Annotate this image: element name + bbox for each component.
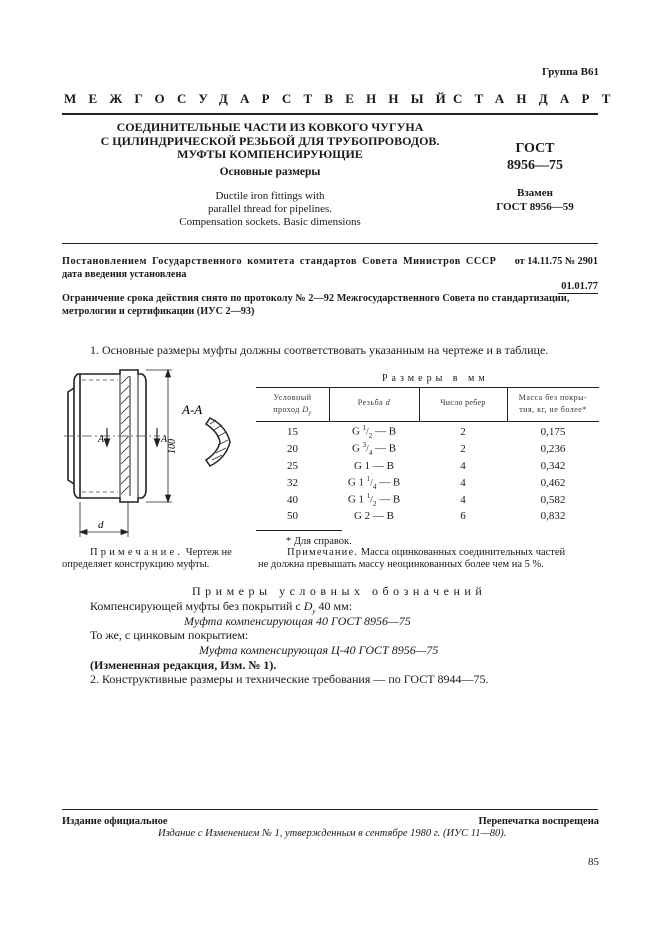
example-2-designation: Муфта компенсирующая Ц-40 ГОСТ 8956—75	[199, 643, 439, 657]
thread-fraction-num: 1	[366, 474, 371, 483]
paragraph-2: 2. Конструктивные размеры и технические требования — по ГОСТ 8944—75.	[90, 672, 489, 686]
decree-date: от 14.11.75 № 2901	[514, 256, 598, 267]
cell-thread	[329, 441, 419, 458]
sizes-table-body	[256, 424, 599, 525]
example-1	[90, 599, 352, 615]
cell-thread	[329, 491, 419, 508]
amendment-note: (Измененная редакция, Изм. № 1).	[90, 658, 277, 672]
table-header-rule	[256, 421, 599, 422]
header-thread-symbol: d	[385, 398, 391, 407]
page-number: 85	[588, 856, 599, 868]
title-block	[80, 121, 460, 162]
thread-fraction-num: 1	[366, 491, 371, 500]
header-dn-sub: y	[308, 410, 312, 417]
paragraph-1: 1. Основные размеры муфты должны соответствовать указанным на чертеже и в таблице.	[90, 343, 549, 357]
cell-ribs: 4	[460, 476, 466, 489]
intro-date: 01.01.77	[561, 281, 598, 292]
col-divider-3	[507, 387, 508, 421]
header-mass-line1: Масса без покры-	[518, 393, 588, 402]
example-1-designation: Муфта компенсирующая 40 ГОСТ 8956—75	[184, 614, 411, 628]
table-row	[256, 491, 599, 508]
examples-heading: Примеры условных обозначений	[192, 584, 487, 598]
cell-thread	[329, 424, 419, 441]
section-view	[206, 418, 230, 466]
example-1-symbol: D	[303, 599, 313, 613]
limit-line-1: Ограничение срока действия снято по протоколу № 2—92 Межгосударственного Совета по стандартизации,	[62, 293, 570, 304]
table-header	[256, 390, 599, 422]
table-row	[256, 508, 599, 525]
cell-ribs: 2	[460, 426, 466, 439]
header-dn-symbol: D	[302, 405, 309, 414]
col-divider-1	[329, 387, 330, 421]
english-line-2: parallel thread for pipelines.	[207, 203, 332, 215]
arrow-label-left: А	[98, 434, 105, 445]
cell-mass: 0,462	[540, 476, 566, 489]
thread-fraction-slash: /	[366, 443, 369, 454]
table-caption: Размеры в мм	[382, 373, 489, 384]
cell-ribs: 4	[460, 493, 466, 506]
sizes-table	[256, 424, 599, 525]
cell-thread	[329, 508, 419, 525]
example-1-text: Компенсирующей муфты без покрытий с	[90, 599, 301, 613]
title-line-2: С ЦИЛИНДРИЧЕСКОЙ РЕЗЬБОЙ ДЛЯ ТРУБОПРОВОДОВ.	[100, 133, 440, 148]
cell-dn: 25	[287, 459, 298, 472]
cell-ribs: 2	[460, 443, 466, 456]
thread-prefix: G	[351, 426, 363, 439]
note-right-text2: не должна превышать массу неоцинкованных более чем на 5 %.	[258, 559, 544, 570]
footer-left: Издание официальное	[62, 816, 168, 827]
footer-right: Перепечатка воспрещена	[478, 816, 599, 827]
english-title	[80, 190, 460, 229]
socket-drawing	[60, 362, 245, 542]
footer-rule	[62, 809, 598, 810]
limit-block	[62, 292, 602, 318]
thread-prefix: G 1	[347, 493, 367, 506]
decree-text: Постановлением Государственного комитета стандартов Совета Министров СССР	[62, 256, 497, 267]
section-label: А-А	[182, 402, 203, 417]
header-thread-text: Резьба	[357, 398, 384, 407]
header-dn-text: проход	[273, 405, 300, 414]
thread-suffix: — B	[376, 493, 401, 506]
cell-mass: 0,582	[540, 493, 566, 506]
intro-label: дата введения установлена	[62, 269, 187, 280]
thread-fraction-num: 3	[362, 441, 367, 450]
wall-hatching	[121, 376, 129, 494]
cell-mass: 0,175	[540, 426, 566, 439]
cell-dn: 40	[287, 493, 298, 506]
header-dn	[256, 392, 329, 420]
decree-line	[62, 255, 598, 268]
table-row	[256, 474, 599, 491]
thread-prefix: G 2	[353, 510, 371, 523]
group-code: Группа В61	[541, 66, 599, 78]
width-dimension	[80, 502, 128, 537]
subtitle: Основные размеры	[219, 166, 321, 178]
thread-suffix: — B	[370, 459, 395, 472]
header-mass	[507, 392, 599, 416]
footnote-rule	[256, 530, 342, 531]
thread-suffix: — B	[376, 476, 401, 489]
thread-fraction-den: 2	[368, 432, 373, 441]
footer-edition: Издание с Изменением № 1, утвержденным в сентябре 1980 г. (ИУС 11—80).	[158, 828, 507, 839]
cell-ribs: 6	[460, 510, 466, 523]
header-dn-line1: Условный	[273, 393, 312, 402]
header-dn-line2	[256, 404, 329, 420]
title-rule	[62, 243, 598, 244]
note-right-label: Примечание.	[287, 547, 359, 558]
header-rule	[62, 113, 598, 115]
section-arrows	[105, 428, 160, 446]
thread-fraction-slash: /	[370, 494, 373, 505]
thread-suffix: — B	[372, 442, 397, 455]
limit-line-2: метрологии и сертификации (ИУС 2—93)	[62, 306, 255, 317]
cell-ribs: 4	[460, 459, 466, 472]
note-left-label: Примечание.	[90, 547, 184, 558]
thread-fraction-den: 4	[372, 482, 377, 491]
arrow-label-right: А	[161, 434, 168, 445]
thread-prefix: G	[351, 442, 363, 455]
thread-fraction-den: 4	[368, 449, 373, 458]
title-line-3: МУФТЫ КОМПЕНСИРУЮЩИЕ	[177, 147, 363, 161]
header-mass-line2: тия, кг, не более*	[519, 405, 587, 414]
cell-mass: 0,832	[540, 510, 566, 523]
gost-number-block	[470, 140, 600, 174]
note-left	[90, 547, 232, 560]
thread-prefix: G 1	[347, 476, 367, 489]
dim-height-label: 100	[167, 439, 178, 454]
cell-dn: 32	[287, 476, 298, 489]
table-row	[256, 458, 599, 475]
standard-left: МЕЖГОСУДАРСТВЕННЫЙ	[64, 91, 458, 106]
thread-suffix: — B	[372, 426, 397, 439]
title-line-1: СОЕДИНИТЕЛЬНЫЕ ЧАСТИ ИЗ КОВКОГО ЧУГУНА	[116, 120, 424, 134]
cell-thread	[329, 474, 419, 491]
note-right-text1: Масса оцинкованных соединительных частей	[360, 547, 566, 558]
note-right	[287, 547, 565, 558]
english-line-3: Compensation sockets. Basic dimensions	[179, 216, 361, 228]
note-left-text2: определяет конструкцию муфты.	[62, 559, 210, 570]
replaces-block	[470, 186, 600, 214]
standard-right: СТАНДАРТ	[453, 91, 623, 106]
thread-fraction-slash: /	[366, 427, 369, 438]
thread-suffix: — B	[370, 510, 395, 523]
header-thread	[329, 397, 419, 409]
english-line-1: Ductile iron fittings with	[215, 190, 325, 202]
cell-mass: 0,236	[540, 443, 566, 456]
replaces-number: ГОСТ 8956—59	[496, 201, 574, 213]
cell-dn: 20	[287, 443, 298, 456]
dim-width-label: d	[98, 519, 104, 531]
table-row	[256, 441, 599, 458]
decree-block	[62, 255, 598, 281]
thread-prefix: G 1	[353, 459, 371, 472]
cell-dn: 15	[287, 426, 298, 439]
replaces-label: Взамен	[517, 187, 553, 199]
example-2-text: То же, с цинковым покрытием:	[90, 628, 249, 642]
gost-number: 8956—75	[507, 158, 563, 173]
thread-fraction-den: 2	[372, 499, 377, 508]
gost-label: ГОСТ	[515, 141, 555, 156]
table-row	[256, 424, 599, 441]
cell-thread	[329, 458, 419, 475]
col-divider-2	[419, 387, 420, 421]
table-footnote: * Для справок.	[286, 536, 352, 547]
example-1-sub: y	[312, 607, 316, 616]
thread-fraction-slash: /	[370, 477, 373, 488]
thread-fraction-num: 1	[362, 424, 367, 433]
table-top-rule	[256, 387, 599, 388]
note-left-text1: Чертеж не	[185, 547, 232, 558]
cell-mass: 0,342	[540, 459, 566, 472]
example-1-value: 40 мм:	[318, 599, 353, 613]
cell-dn: 50	[287, 510, 298, 523]
header-ribs: Число ребер	[440, 398, 486, 407]
